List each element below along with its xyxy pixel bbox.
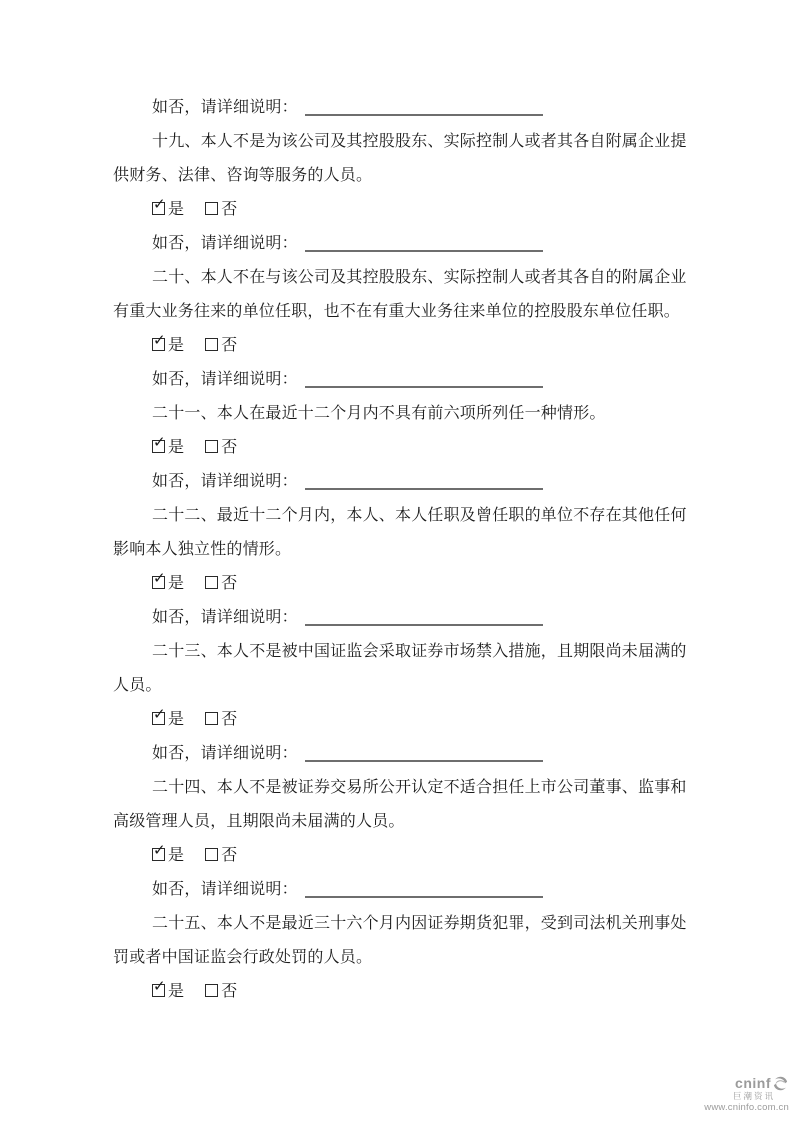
follow-up-prompt-row <box>113 737 681 771</box>
statement-line: 高级管理人员，且期限尚未届满的人员。 <box>113 813 405 830</box>
blank-underline <box>305 236 543 252</box>
yes-label: 是 <box>168 201 185 218</box>
checkbox-yes-checked[interactable] <box>152 569 166 589</box>
follow-up-prompt-row <box>113 465 681 499</box>
checkbox-no-unchecked[interactable] <box>205 576 218 589</box>
follow-up-prompt-label: 如否，请详细说明： <box>152 473 298 490</box>
blank-underline <box>305 882 543 898</box>
yes-label: 是 <box>168 711 185 728</box>
checkbox-yes-checked[interactable] <box>152 433 166 453</box>
answer-row <box>113 193 681 227</box>
checkbox-no-unchecked[interactable] <box>205 848 218 861</box>
checkbox-no-unchecked[interactable] <box>205 712 218 725</box>
declaration-item-20 <box>113 261 687 397</box>
yes-label: 是 <box>168 337 185 354</box>
follow-up-prompt-row <box>113 91 681 125</box>
no-label: 否 <box>221 201 238 218</box>
no-label: 否 <box>221 847 238 864</box>
follow-up-prompt-row <box>113 873 681 907</box>
checkbox-no-unchecked[interactable] <box>205 440 218 453</box>
statement-line: 影响本人独立性的情形。 <box>113 541 292 558</box>
follow-up-prompt-label: 如否，请详细说明： <box>152 99 298 116</box>
follow-up-prompt-label: 如否，请详细说明： <box>152 235 298 252</box>
answer-row <box>113 703 681 737</box>
check-mark-icon: ✓ <box>153 977 166 995</box>
no-label: 否 <box>221 983 238 1000</box>
statement-line: 供财务、法律、咨询等服务的人员。 <box>113 167 373 184</box>
follow-up-prompt-label: 如否，请详细说明： <box>152 881 298 898</box>
yes-label: 是 <box>168 439 185 456</box>
cninfo-logo <box>704 1075 789 1091</box>
check-mark-icon: ✓ <box>153 331 166 349</box>
statement-line: 有重大业务往来的单位任职，也不在有重大业务往来单位的控股股东单位任职。 <box>113 303 681 320</box>
checkbox-no-unchecked[interactable] <box>205 202 218 215</box>
check-mark-icon: ✓ <box>153 841 166 859</box>
statement-line: 二十二、最近十二个月内，本人、本人任职及曾任职的单位不存在其他任何 <box>152 507 687 524</box>
cninfo-chinese-name: 巨潮资讯 <box>732 1091 775 1101</box>
no-label: 否 <box>221 711 238 728</box>
statement-line: 罚或者中国证监会行政处罚的人员。 <box>113 949 373 966</box>
checkbox-no-unchecked[interactable] <box>205 338 218 351</box>
statement-line: 二十三、本人不是被中国证监会采取证券市场禁入措施，且期限尚未届满的 <box>152 643 687 660</box>
blank-underline <box>305 474 543 490</box>
cninfo-swirl-icon <box>772 1075 789 1092</box>
answer-row <box>113 567 681 601</box>
checkbox-yes-checked[interactable] <box>152 705 166 725</box>
statement-line: 二十四、本人不是被证券交易所公开认定不适合担任上市公司董事、监事和 <box>152 779 687 796</box>
follow-up-prompt-row <box>113 363 681 397</box>
declaration-item-24 <box>113 771 687 907</box>
follow-up-prompt-label: 如否，请详细说明： <box>152 609 298 626</box>
no-label: 否 <box>221 337 238 354</box>
blank-underline <box>305 610 543 626</box>
cninfo-url: www.cninfo.com.cn <box>704 1101 789 1113</box>
checkbox-yes-checked[interactable] <box>152 841 166 861</box>
yes-label: 是 <box>168 575 185 592</box>
no-label: 否 <box>221 575 238 592</box>
declaration-item-22 <box>113 499 687 635</box>
declaration-item-25 <box>113 907 687 1009</box>
follow-up-prompt-label: 如否，请详细说明： <box>152 371 298 388</box>
checkbox-yes-checked[interactable] <box>152 331 166 351</box>
blank-underline <box>305 746 543 762</box>
answer-row <box>113 975 681 1009</box>
checkbox-yes-checked[interactable] <box>152 977 166 997</box>
yes-label: 是 <box>168 983 185 1000</box>
follow-up-prompt-row <box>113 227 681 261</box>
statement-line: 二十五、本人不是最近三十六个月内因证券期货犯罪，受到司法机关刑事处 <box>152 915 687 932</box>
declaration-item-21 <box>113 397 681 499</box>
answer-row <box>113 329 681 363</box>
statement-line: 人员。 <box>113 677 162 694</box>
checkbox-yes-checked[interactable] <box>152 195 166 215</box>
cninfo-logo-text: cninf <box>735 1075 771 1091</box>
statement-line: 二十、本人不在与该公司及其控股股东、实际控制人或者其各自的附属企业 <box>152 269 687 286</box>
check-mark-icon: ✓ <box>153 195 166 213</box>
follow-up-prompt-label: 如否，请详细说明： <box>152 745 298 762</box>
statement-line: 二十一、本人在最近十二个月内不具有前六项所列任一种情形。 <box>152 405 606 422</box>
check-mark-icon: ✓ <box>153 433 166 451</box>
declaration-item-23 <box>113 635 687 771</box>
no-label: 否 <box>221 439 238 456</box>
answer-row <box>113 431 681 465</box>
check-mark-icon: ✓ <box>153 569 166 587</box>
yes-label: 是 <box>168 847 185 864</box>
declaration-item-19 <box>113 125 687 261</box>
cninfo-watermark <box>704 1075 789 1112</box>
document-body <box>113 91 687 1009</box>
answer-row <box>113 839 681 873</box>
follow-up-prompt-row <box>113 601 681 635</box>
check-mark-icon: ✓ <box>153 705 166 723</box>
blank-underline <box>305 100 543 116</box>
checkbox-no-unchecked[interactable] <box>205 984 218 997</box>
blank-underline <box>305 372 543 388</box>
statement-line: 十九、本人不是为该公司及其控股股东、实际控制人或者其各自附属企业提 <box>152 133 687 150</box>
